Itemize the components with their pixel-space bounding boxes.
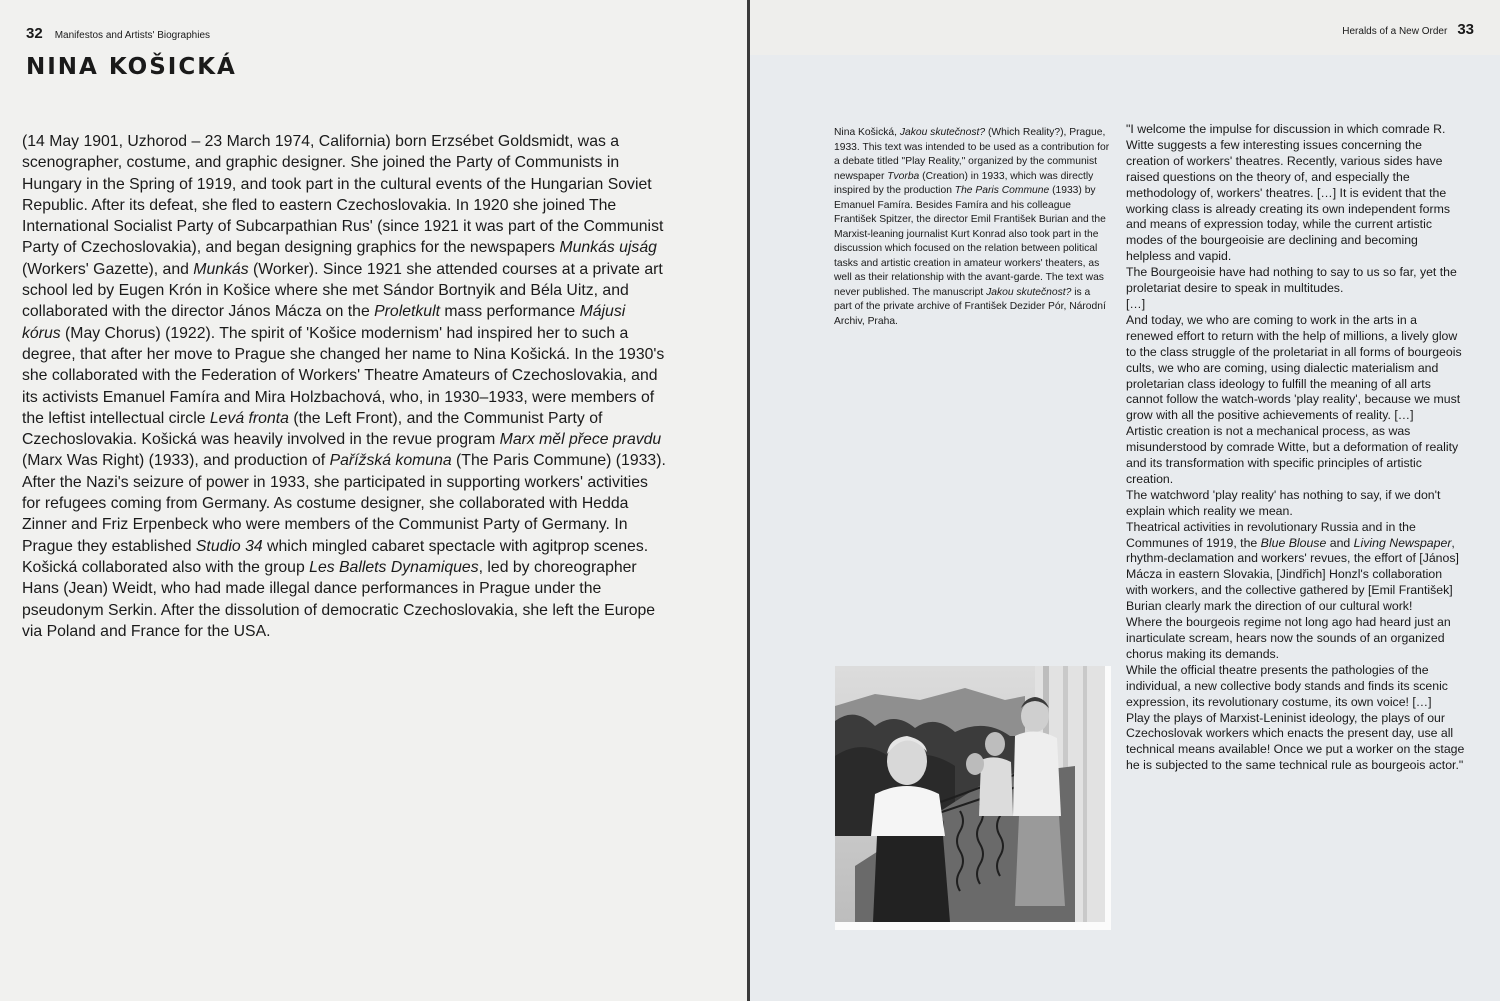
italic-title: Marx měl přece pravdu (499, 431, 662, 449)
italic-title: Blue Blouse (1260, 535, 1327, 550)
left-folio (26, 25, 210, 42)
italic-title: Pařížská komuna (329, 452, 452, 470)
text-run: and (1326, 535, 1354, 550)
quote-paragraph (1126, 424, 1466, 488)
archival-photo (835, 666, 1111, 930)
text-run: (The Paris Commune) (1933). After the Nazi's seizure of power in 1933, she participated in supporting workers' activities for refugees coming from Germany. As costume designer, she collaborated with Hedda Zinner and Friz Erpenbeck who were members of the Communist Party of Germany. In Prague they established (22, 452, 666, 555)
text-run: Where the bourgeois regime not long ago had heard just an inarticulate scream, hears now the sounds of an organized chorus making its demands. (1126, 615, 1451, 661)
italic-title: Munkás ujság (559, 239, 657, 257)
manifesto-quote (1126, 122, 1466, 774)
text-run: "I welcome the impulse for discussion in which comrade R. Witte suggests a few interesting issues concerning the creation of workers' theatres. Recently, various sides have raised questions on the theory of, and especially the methodology of, workers' theatres. […] It is evident that the working class is already creating its own independent forms and means of expression today, while the current artistic modes of the bourgeoisie are declining and becoming helpless and vapid. (1126, 122, 1450, 264)
text-run: is a part of the private archive of František Dezider Pór, Národní Archiv, Praha. (834, 286, 1106, 327)
biography-paragraph (22, 131, 667, 642)
quote-paragraph (1126, 520, 1466, 615)
text-run: which mingled cabaret spectacle with agitprop scenes. Košická collaborated also with the group (22, 537, 649, 576)
photo-caption (834, 126, 1110, 329)
text-run: mass performance (439, 303, 580, 321)
right-page (750, 0, 1500, 1001)
italic-title: Jakou skutečnost? (899, 127, 986, 138)
text-run: Artistic creation is not a mechanical process, as was misunderstood by comrade Witte, but a deformation of reality and its transformation with specific principles of artistic creation. (1126, 424, 1459, 486)
section-title: Manifestos and Artists' Biographies (54, 30, 211, 41)
text-run: (the Left Front), and the Communist Party of Czechoslovakia. Košická was heavily involved in the revue program (22, 409, 603, 449)
quote-paragraph (1126, 615, 1466, 663)
text-run: Nina Košická, (834, 127, 900, 138)
italic-title: Tvorba (887, 170, 920, 182)
quote-paragraph (1126, 122, 1466, 265)
biography-text (22, 131, 667, 642)
italic-title: Levá fronta (209, 409, 289, 427)
text-run: […] (1126, 296, 1146, 311)
text-run: (14 May 1901, Uzhorod – 23 March 1974, California) born Erzsébet Goldsmidt, was a scenographer, costume, and graphic designer. She joined the Party of Communists in Hungary in the Spring of 1919, and took part in the cultural events of the Hungarian Soviet Republic. After its defeat, she fled to eastern Czechoslovakia. In 1920 she joined The International Socialist Party of Subcarpathian Rus' (since 1921 it was part of the Communist Party of Czechoslovakia), and began designing graphics for the newspapers (22, 133, 664, 257)
quote-paragraph (1126, 663, 1466, 711)
italic-title: Májusi kórus (22, 303, 626, 342)
text-run: (Marx Was Right) (1933), and production of (22, 452, 330, 470)
quote-paragraph (1126, 313, 1466, 424)
italic-title: Les Ballets Dynamiques (309, 558, 479, 576)
text-run: (Creation) in 1933, which was directly inspired by the production (834, 170, 1094, 196)
italic-title: Studio 34 (195, 537, 263, 555)
text-run: Play the plays of Marxist-Leninist ideology, the plays of our Czechoslovak workers which enacts the present day, use all technical means available! Once we put a worker on the stage he is subjected to the same technical rule as bourgeois actor." (1126, 710, 1465, 773)
italic-title: Living Newspaper (1353, 535, 1452, 550)
text-run: While the official theatre presents the pathologies of the individual, a new collective body stands and finds its scenic expression, its revolutionary costume, its own voice! […] (1126, 662, 1448, 709)
quote-paragraph (1126, 711, 1466, 775)
left-page (0, 0, 747, 1001)
quote-paragraph (1126, 488, 1466, 520)
text-run: , rhythm-declamation and workers' revues, the effort of [János] Mácza in eastern Slovakia, [Jindřich] Honzl's collaboration with workers, and the collective gathered by [Emil František] Burian clearly mark the direction of our cultural work! (1126, 535, 1459, 614)
page-number: 33 (1457, 21, 1474, 38)
text-run: (Workers' Gazette), and (22, 260, 194, 278)
photo-image (835, 666, 1111, 930)
article-title: NINA KOŠICKÁ (26, 54, 237, 80)
page-number: 32 (26, 25, 43, 42)
text-run: (Worker). Since 1921 she attended courses at a private art school led by Eugen Krón in Košice where she met Sándor Bortnyik and Béla Uitz, and collaborated with the director János Mácza on the (22, 260, 663, 321)
section-title: Heralds of a New Order (1342, 26, 1448, 37)
text-run: , led by choreographer Hans (Jean) Weidt, who had made illegal dance performances in Prague under the pseudonym Serkin. After the dissolution of democratic Czechoslovakia, she left the Europe via Poland and France for the USA. (22, 558, 656, 640)
quote-paragraph (1126, 265, 1466, 297)
text-run: The Bourgeoisie have had nothing to say to us so far, yet the proletariat desire to speak in multitudes. (1126, 265, 1457, 296)
text-run: (May Chorus) (1922). The spirit of 'Košice modernism' had inspired her to such a degree, that after her move to Prague she changed her name to Nina Košická. In the 1930's she collaborated with the Federation of Workers' Theatre Amateurs of Czechoslovakia, and its activists Emanuel Famíra and Mira Holzbachová, who, in 1930–1933, were members of the leftist intellectual circle (22, 324, 665, 427)
italic-title: Munkás (193, 260, 249, 278)
text-run: And today, we who are coming to work in the arts in a renewed effort to return with the help of millions, a lively glow to the class struggle of the proletariat in all forms of bourgeois cults, we who are coming, using dialectic materialism and proletarian class ideology to fulfill the meaning of all arts cannot follow the watch-words 'play reality', because we must grow with all the positive achievements of reality. […] (1126, 312, 1462, 423)
text-run: The watchword 'play reality' has nothing to say, if we don't explain which reality we mean. (1126, 487, 1441, 518)
quote-paragraph (1126, 297, 1466, 313)
italic-title: Proletkult (374, 303, 440, 321)
right-folio (1342, 21, 1474, 38)
italic-title: The Paris Commune (954, 185, 1050, 196)
italic-title: Jakou skutečnost? (986, 286, 1072, 298)
text-run: Theatrical activities in revolutionary Russia and in the Communes of 1919, the (1126, 519, 1416, 550)
text-run: (Which Reality?), Prague, 1933. This text was intended to be used as a contribution for a debate titled "Play Reality," organized by the communist newspaper (834, 127, 1110, 182)
text-run: (1933) by Emanuel Famíra. Besides Famíra and his colleague František Spitzer, the director Emil František Burian and the Marxist-leaning journalist Kurt Konrad also took part in the discussion which focused on the relation between political tasks and artistic creation in amateur workers' theaters, as well as their relationship with the avant-garde. The text was never published. The manuscript (834, 185, 1106, 298)
